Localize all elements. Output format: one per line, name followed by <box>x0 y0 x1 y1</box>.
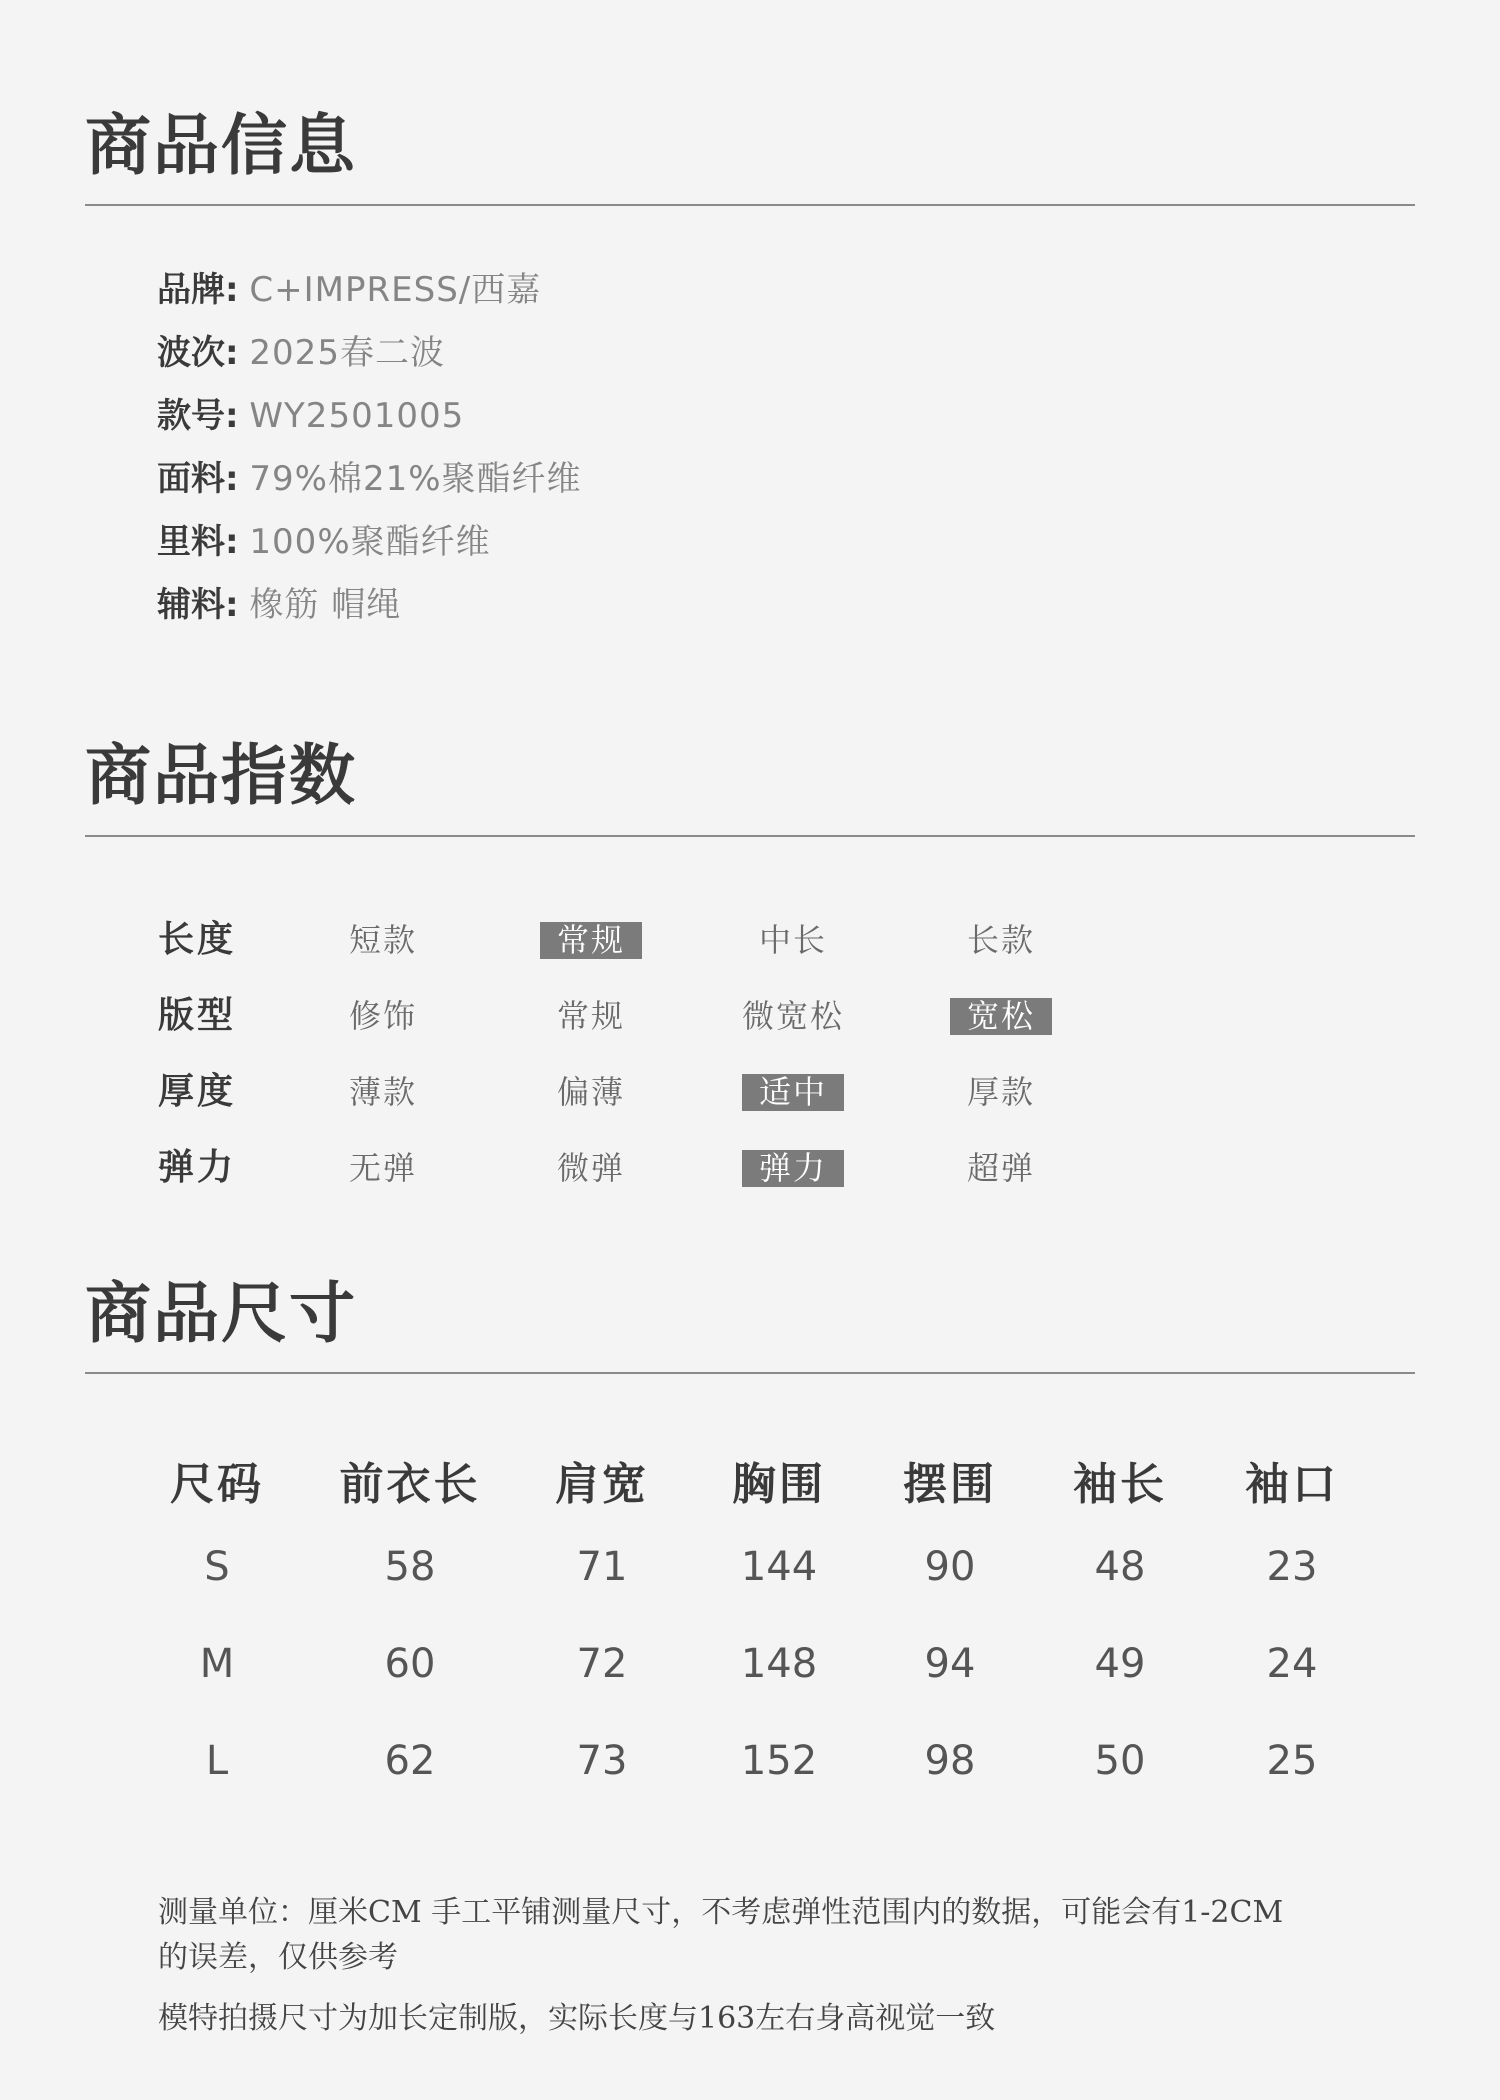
index-option: 薄款 <box>348 1073 417 1111</box>
index-option: 常规 <box>556 997 625 1035</box>
info-label: 里料: <box>157 522 239 562</box>
section-divider <box>85 204 1415 206</box>
index-row-thickness <box>0 1062 1500 1138</box>
size-header-cell: 摆围 <box>903 1459 997 1510</box>
product-info-list <box>157 264 582 642</box>
info-row-fabric <box>157 453 582 516</box>
info-label: 品牌: <box>157 270 239 310</box>
section-divider <box>85 1372 1415 1374</box>
index-option: 宽松 <box>950 998 1052 1035</box>
info-value: 2025春二波 <box>249 333 445 373</box>
info-row-brand <box>157 264 582 327</box>
info-row-style-number <box>157 390 582 453</box>
info-label: 波次: <box>157 333 239 373</box>
size-cell: 24 <box>1266 1641 1318 1687</box>
measurement-notes <box>158 1890 1308 2041</box>
index-option: 长款 <box>966 921 1035 959</box>
index-label: 厚度 <box>158 1071 237 1112</box>
size-cell: 48 <box>1094 1544 1146 1590</box>
index-label: 长度 <box>158 919 237 960</box>
index-label: 版型 <box>158 995 237 1036</box>
size-cell: 23 <box>1266 1544 1318 1590</box>
size-header-cell: 肩宽 <box>555 1459 649 1510</box>
measurement-note: 测量单位：厘米CM 手工平铺测量尺寸，不考虑弹性范围内的数据，可能会有1-2CM的误差，仅供参考 <box>158 1895 1284 1975</box>
index-option: 短款 <box>348 921 417 959</box>
product-size-title: 商品尺寸 <box>85 1274 357 1352</box>
info-row-accessories <box>157 579 582 642</box>
size-cell: 50 <box>1094 1738 1146 1784</box>
size-cell: 71 <box>576 1544 628 1590</box>
size-header-cell: 尺码 <box>170 1459 264 1510</box>
product-index-title: 商品指数 <box>85 736 357 814</box>
index-row-elasticity <box>0 1138 1500 1214</box>
table-row <box>0 1634 1500 1731</box>
index-option: 超弹 <box>966 1149 1035 1187</box>
index-option: 弹力 <box>742 1150 844 1187</box>
index-option: 常规 <box>540 922 642 959</box>
info-value: 100%聚酯纤维 <box>249 522 491 562</box>
size-cell: 60 <box>384 1641 436 1687</box>
info-value: C+IMPRESS/西嘉 <box>249 270 542 310</box>
index-label: 弹力 <box>158 1147 237 1188</box>
table-row <box>0 1537 1500 1634</box>
size-cell: S <box>204 1544 230 1590</box>
index-row-length <box>0 910 1500 986</box>
table-row <box>0 1731 1500 1828</box>
size-cell: 72 <box>576 1641 628 1687</box>
index-option: 微弹 <box>556 1149 625 1187</box>
product-index-grid <box>0 910 1500 1214</box>
size-header-cell: 袖长 <box>1073 1459 1167 1510</box>
size-cell: M <box>199 1641 235 1687</box>
index-option: 修饰 <box>348 997 417 1035</box>
size-cell: 94 <box>924 1641 976 1687</box>
size-table <box>0 1455 1500 1828</box>
size-table-header <box>0 1455 1500 1537</box>
size-header-cell: 袖口 <box>1245 1459 1339 1510</box>
info-row-wave <box>157 327 582 390</box>
size-cell: 144 <box>740 1544 818 1590</box>
info-value: 79%棉21%聚酯纤维 <box>249 459 582 499</box>
size-cell: 62 <box>384 1738 436 1784</box>
index-option: 厚款 <box>966 1073 1035 1111</box>
info-row-lining <box>157 516 582 579</box>
info-label: 款号: <box>157 396 239 436</box>
size-header-cell: 前衣长 <box>339 1459 481 1510</box>
info-value: 橡筋 帽绳 <box>249 585 402 625</box>
section-divider <box>85 835 1415 837</box>
index-row-fit <box>0 986 1500 1062</box>
size-cell: 98 <box>924 1738 976 1784</box>
size-cell: 152 <box>740 1738 818 1784</box>
size-cell: 148 <box>740 1641 818 1687</box>
product-info-title: 商品信息 <box>85 106 357 184</box>
size-header-cell: 胸围 <box>732 1459 826 1510</box>
index-option: 微宽松 <box>742 997 845 1035</box>
info-label: 面料: <box>157 459 239 499</box>
index-option: 无弹 <box>348 1149 417 1187</box>
index-option: 中长 <box>758 921 827 959</box>
info-label: 辅料: <box>157 585 239 625</box>
size-cell: 58 <box>384 1544 436 1590</box>
model-note: 模特拍摄尺寸为加长定制版，实际长度与163左右身高视觉一致 <box>158 2001 996 2036</box>
index-option: 偏薄 <box>556 1073 625 1111</box>
size-cell: 49 <box>1094 1641 1146 1687</box>
size-cell: L <box>205 1738 229 1784</box>
info-value: WY2501005 <box>249 396 465 436</box>
size-cell: 73 <box>576 1738 628 1784</box>
size-cell: 90 <box>924 1544 976 1590</box>
size-cell: 25 <box>1266 1738 1318 1784</box>
index-option: 适中 <box>742 1074 844 1111</box>
